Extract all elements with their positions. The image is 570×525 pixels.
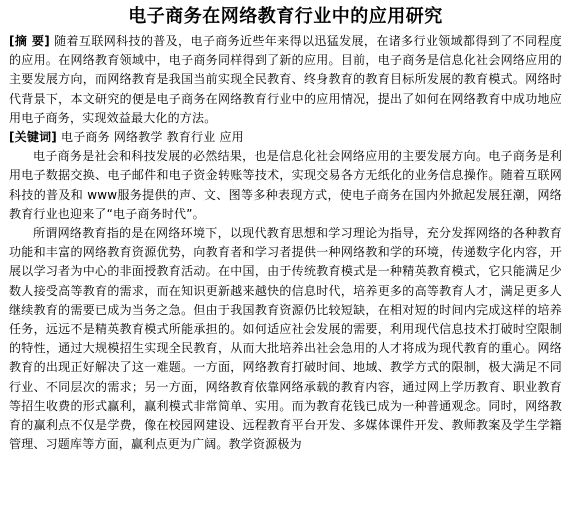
- abstract-label: [摘 要]: [9, 34, 50, 48]
- document-title: 电子商务在网络教育行业中的应用研究: [128, 6, 443, 27]
- body-paragraph-2: 所谓网络教育指的是在网络环境下，以现代教育思想和学习理论为指导，充分发挥网络的各种教育功能和丰富的网络教育资源优势，向教育者和学习者提供一种网络教和学的环境，传递数字化内容，开展以学习者为中心的非面授教育活动。在中国，由于传统教育模式是一种精英教育模式，它只能满足少数人接受高等教育的需求，而在知识更新越来越快的信息时代，培养更多的高等教育人才，满足更多人继续教育的需要已成为当务之急。但由于我国教育资源仍比较短缺，在相对短的时间内完成这样的培养任务，远远不是精英教育模式所能承担的。如何适应社会发展的需要，利用现代信息技术打破时空限制的特性，通过大规模招生实现全民教育，从而大批培养出社会急用的人才将成为现代教育的重心。网络教育的出现正好解决了这一难题。一方面，网络教育打破时间、地域、教学方式的限制，极大满足不同行业、不同层次的需求；另一方面，网络教育依靠网络承载的教育内容，通过网上学历教育、职业教育等招生收费的形式赢利，赢利模式非常简单、实用。而为教育花钱已成为一种普通观念。同时，网络教育的赢利点不仅是学费，像在校园网建设、远程教育平台开发、多媒体课件开发、教师教案及学生学籍管理、习题库等方面，赢利点更为广阔。教学资源极为: [9, 226, 562, 452]
- abstract: [9, 32, 562, 128]
- keywords: [9, 128, 562, 147]
- abstract-text: 随着互联网科技的普及，电子商务近些年来得以迅猛发展，在诸多行业领域都得到了不同程度的应用。在网络教育领域中，电子商务同样得到了新的应用。目前，电子商务是信息化社会网络应用的主要发展方向，而网络教育是我国当前实现全民教育、终身教育的教育目标所发展的教育模式。网络时代背景下，本文研究的便是电子商务在网络教育行业中的应用情况，提出了如何在网络教育中成功地应用电子商务，实现效益最大化的方法。: [9, 34, 562, 125]
- keywords-label: [关键词]: [9, 130, 57, 145]
- keywords-text: 电子商务 网络教学 教育行业 应用: [61, 130, 244, 145]
- body-paragraph-1: 电子商务是社会和科技发展的必然结果，也是信息化社会网络应用的主要发展方向。电子商务是利用电子数据交换、电子邮件和电子资金转账等技术，实现交易各方无纸化的业务信息操作。随着互联网科技的普及和 www服务提供的声、文、图等多种表现方式，使电子商务在国内外掀起发展狂潮，网络教育行业也迎来了“电子商务时代”。: [9, 149, 562, 221]
